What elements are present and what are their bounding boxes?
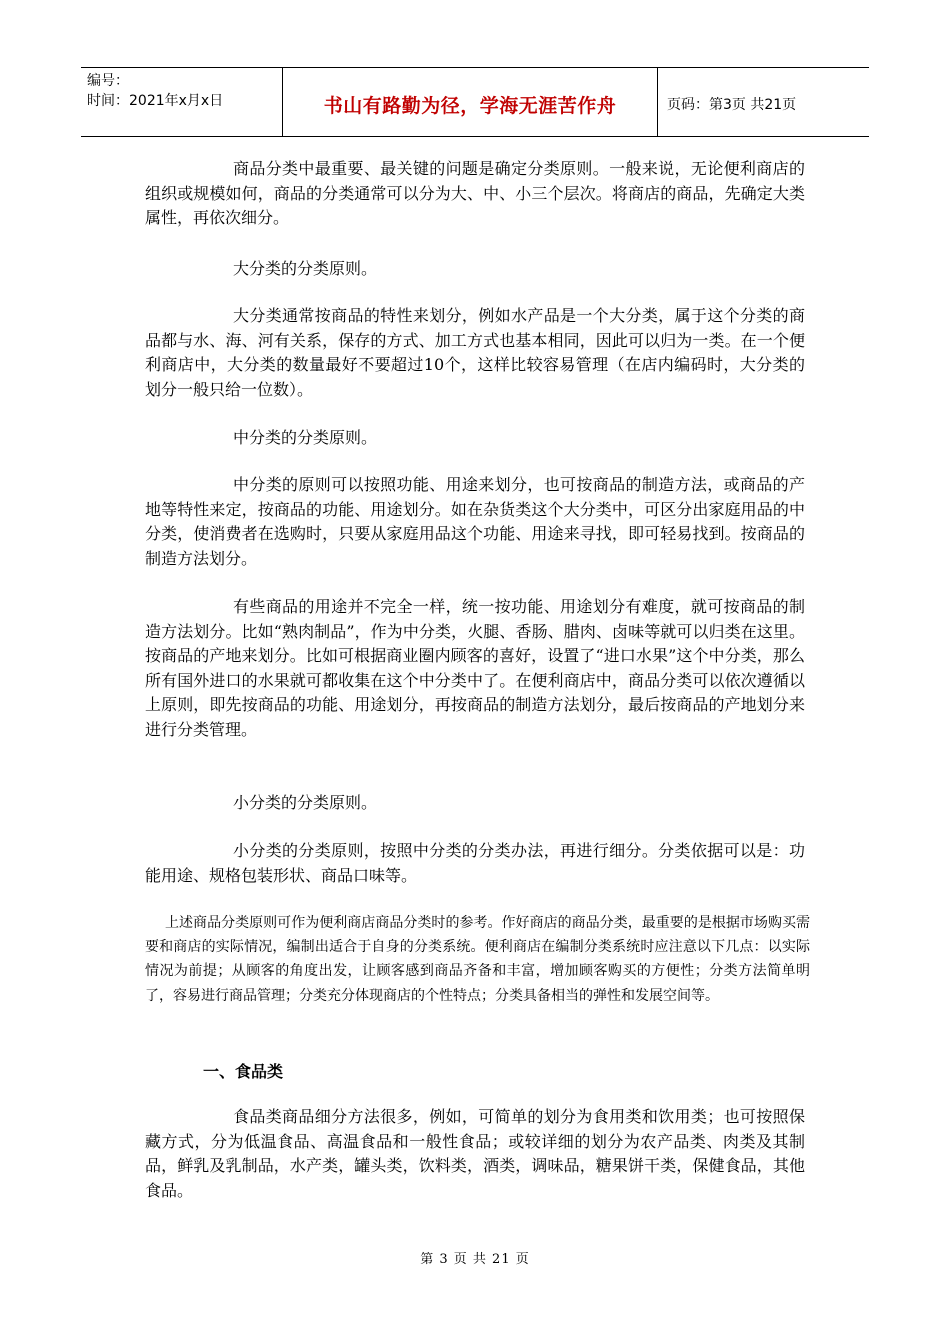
header-motto-cell <box>283 68 658 136</box>
paragraph-intro: 商品分类中最重要、最关键的问题是确定分类原则。一般来说，无论便利商店的组织或规模如何，商品的分类通常可以分为大、中、小三个层次。将商店的商品，先确定大类属性，再依次细分。 <box>145 159 805 228</box>
motto-text: 书山有路勤为径，学海无涯苦作舟 <box>323 95 617 117</box>
document-header <box>81 67 869 137</box>
paragraph-medium-category: 中分类的原则可以按照功能、用途来划分，也可按商品的制造方法，或商品的产地等特性来定，按商品的功能、用途划分。如在杂货类这个大分类中，可区分出家庭用品的中分类，使消费者在选购时，只要从家庭用品这个功能、用途来寻找，即可轻易找到。按商品的制造方法划分。 <box>145 475 805 568</box>
paragraph-major-heading: 大分类的分类原则。 <box>233 259 378 278</box>
page-info: 页码：第3页 共21页 <box>667 97 797 113</box>
number-label: 编号： <box>87 73 129 89</box>
section-heading-food: 一、食品类 <box>203 1062 284 1081</box>
paragraph-minor-category: 小分类的分类原则，按照中分类的分类办法，再进行细分。分类依据可以是：功能用途、规格包装形状、商品口味等。 <box>145 841 805 885</box>
header-meta-cell <box>81 68 283 136</box>
paragraph-medium-examples: 有些商品的用途并不完全一样，统一按功能、用途划分有难度，就可按商品的制造方法划分。比如“熟肉制品”，作为中分类，火腿、香肠、腊肉、卤味等就可以归类在这里。按商品的产地来划分。比如可根据商业圈内顾客的喜好，设置了“进口水果”这个中分类，那么所有国外进口的水果就可都收集在这个中分类中了。在便利商店中，商品分类可以依次遵循以上原则，即先按商品的功能、用途划分，再按商品的制造方法划分，最后按商品的产地划分来进行分类管理。 <box>145 597 805 739</box>
paragraph-major-category: 大分类通常按商品的特性来划分，例如水产品是一个大分类，属于这个分类的商品都与水、海、河有关系，保存的方式、加工方式也基本相同，因此可以归为一类。在一个便利商店中，大分类的数量最好不要超过10个，这样比较容易管理（在店内编码时，大分类的划分一般只给一位数）。 <box>145 306 805 399</box>
time-label: 时间：2021年x月x日 <box>87 93 224 109</box>
paragraph-summary: 上述商品分类原则可作为便利商店商品分类时的参考。作好商店的商品分类，最重要的是根据市场购买需要和商店的实际情况，编制出适合于自身的分类系统。便利商店在编制分类系统时应注意以下几点：以实际情况为前提；从顾客的角度出发，让顾客感到商品齐备和丰富，增加顾客购买的方便性；分类方法简单明了，容易进行商品管理；分类充分体现商店的个性特点；分类具备相当的弹性和发展空间等。 <box>145 915 810 1004</box>
paragraph-food: 食品类商品细分方法很多，例如，可简单的划分为食用类和饮用类；也可按照保藏方式，分为低温食品、高温食品和一般性食品；或较详细的划分为农产品类、肉类及其制品，鲜乳及乳制品，水产类，罐头类，饮料类，酒类，调味品，糖果饼干类，保健食品，其他食品。 <box>145 1107 805 1200</box>
paragraph-medium-heading: 中分类的分类原则。 <box>233 428 378 447</box>
header-page-cell <box>658 68 869 136</box>
page-footer: 第 3 页 共 21 页 <box>420 1252 530 1267</box>
paragraph-minor-heading: 小分类的分类原则。 <box>233 793 378 812</box>
